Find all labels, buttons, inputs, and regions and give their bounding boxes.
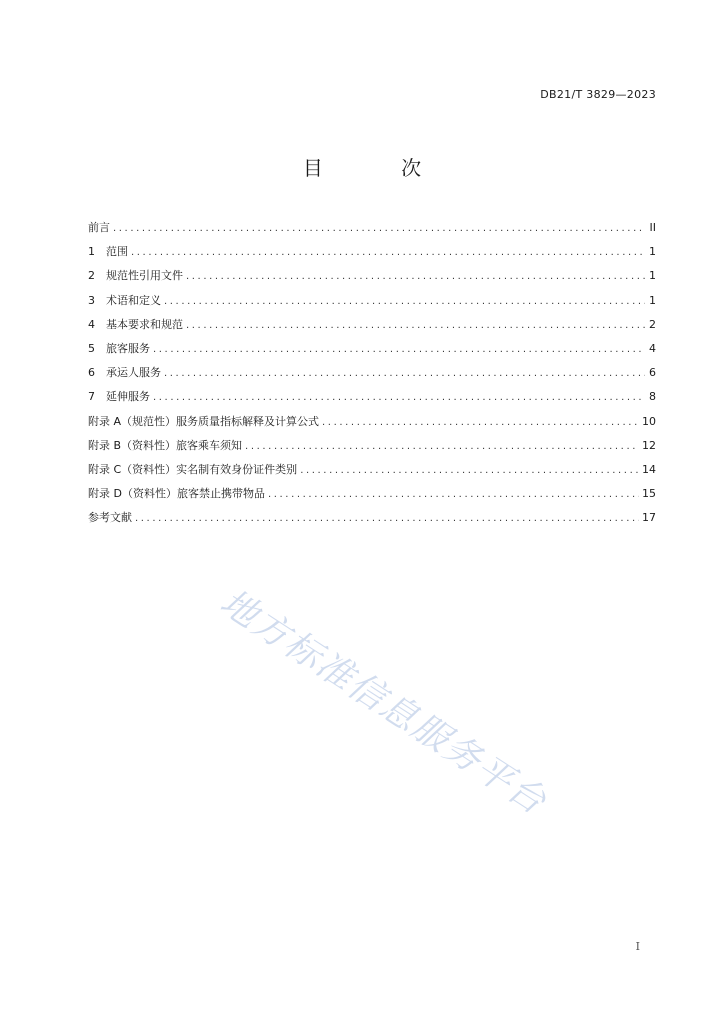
toc-entry-label: 范围 [106, 245, 128, 259]
toc-entry-label: 参考文献 [88, 511, 132, 525]
toc-entry-number: 3 [88, 293, 95, 307]
toc-entry-basic-requirements[interactable] [88, 313, 656, 337]
toc-entry-page: 8 [649, 390, 656, 404]
toc-entry-label: 旅客服务 [106, 341, 150, 355]
toc-entry-passenger-service[interactable] [88, 337, 656, 361]
toc-entry-appendix-c[interactable] [88, 458, 656, 482]
toc-entry-label: 附录 A（规范性）服务质量指标解释及计算公式 [88, 414, 320, 428]
toc-dot-leader [186, 314, 645, 338]
toc-entry-label: 附录 D（资料性）旅客禁止携带物品 [88, 487, 265, 501]
toc-entry-normative-references[interactable] [88, 264, 656, 288]
toc-entry-number: 5 [88, 341, 95, 355]
toc-entry-label: 前言 [88, 221, 110, 234]
toc-dot-leader [164, 290, 645, 314]
toc-dot-leader [164, 362, 645, 386]
toc-dot-leader [186, 265, 645, 289]
toc-entry-page: 2 [649, 317, 656, 331]
toc-entry-label: 术语和定义 [106, 293, 161, 307]
toc-dot-leader [153, 386, 645, 410]
toc-entry-bibliography[interactable] [88, 506, 656, 530]
toc-entry-label: 延伸服务 [106, 390, 150, 404]
toc-entry-number: 6 [88, 366, 95, 380]
toc-dot-leader [153, 338, 645, 362]
toc-entry-number: 2 [88, 269, 95, 283]
toc-entry-appendix-a[interactable] [88, 410, 656, 434]
toc-entry-label: 附录 C（资料性）实名制有效身份证件类别 [88, 462, 298, 476]
toc-entry-page: 10 [642, 414, 656, 428]
toc-entry-number: 1 [88, 245, 95, 259]
toc-dot-leader [300, 459, 639, 483]
toc-entry-label: 附录 B（资料性）旅客乘车须知 [88, 438, 243, 452]
toc-entry-page: 4 [649, 341, 656, 355]
toc-dot-leader [245, 435, 639, 459]
toc-dot-leader [131, 241, 645, 265]
table-of-contents [88, 216, 656, 530]
toc-entry-carrier-service[interactable] [88, 361, 656, 385]
toc-entry-page: 15 [642, 487, 656, 501]
toc-dot-leader [135, 507, 639, 531]
toc-entry-page: 14 [642, 462, 656, 476]
document-code: DB21/T 3829—2023 [540, 88, 656, 101]
toc-entry-appendix-d[interactable] [88, 482, 656, 506]
toc-entry-label: 规范性引用文件 [106, 269, 183, 283]
toc-entry-page: 1 [649, 269, 656, 283]
toc-dot-leader [268, 483, 639, 507]
toc-entry-foreword[interactable] [88, 216, 656, 240]
toc-entry-page: 6 [649, 366, 656, 380]
page-number: I [635, 940, 640, 953]
toc-entry-page: 1 [649, 245, 656, 259]
toc-entry-number: 4 [88, 317, 95, 331]
toc-title: 目 次 [302, 156, 458, 180]
toc-entry-label: 承运人服务 [106, 366, 161, 380]
toc-entry-page: II [649, 221, 656, 234]
toc-entry-page: 1 [649, 293, 656, 307]
toc-entry-extended-service[interactable] [88, 385, 656, 409]
toc-dot-leader [113, 217, 645, 241]
toc-dot-leader [322, 411, 639, 435]
toc-entry-appendix-b[interactable] [88, 434, 656, 458]
toc-entry-terms-definitions[interactable] [88, 289, 656, 313]
watermark-text: 地方标准信息服务平台 [212, 581, 554, 824]
toc-entry-scope[interactable] [88, 240, 656, 264]
toc-entry-page: 12 [642, 438, 656, 452]
toc-entry-label: 基本要求和规范 [106, 317, 183, 331]
toc-entry-page: 17 [642, 511, 656, 525]
toc-entry-number: 7 [88, 390, 95, 404]
